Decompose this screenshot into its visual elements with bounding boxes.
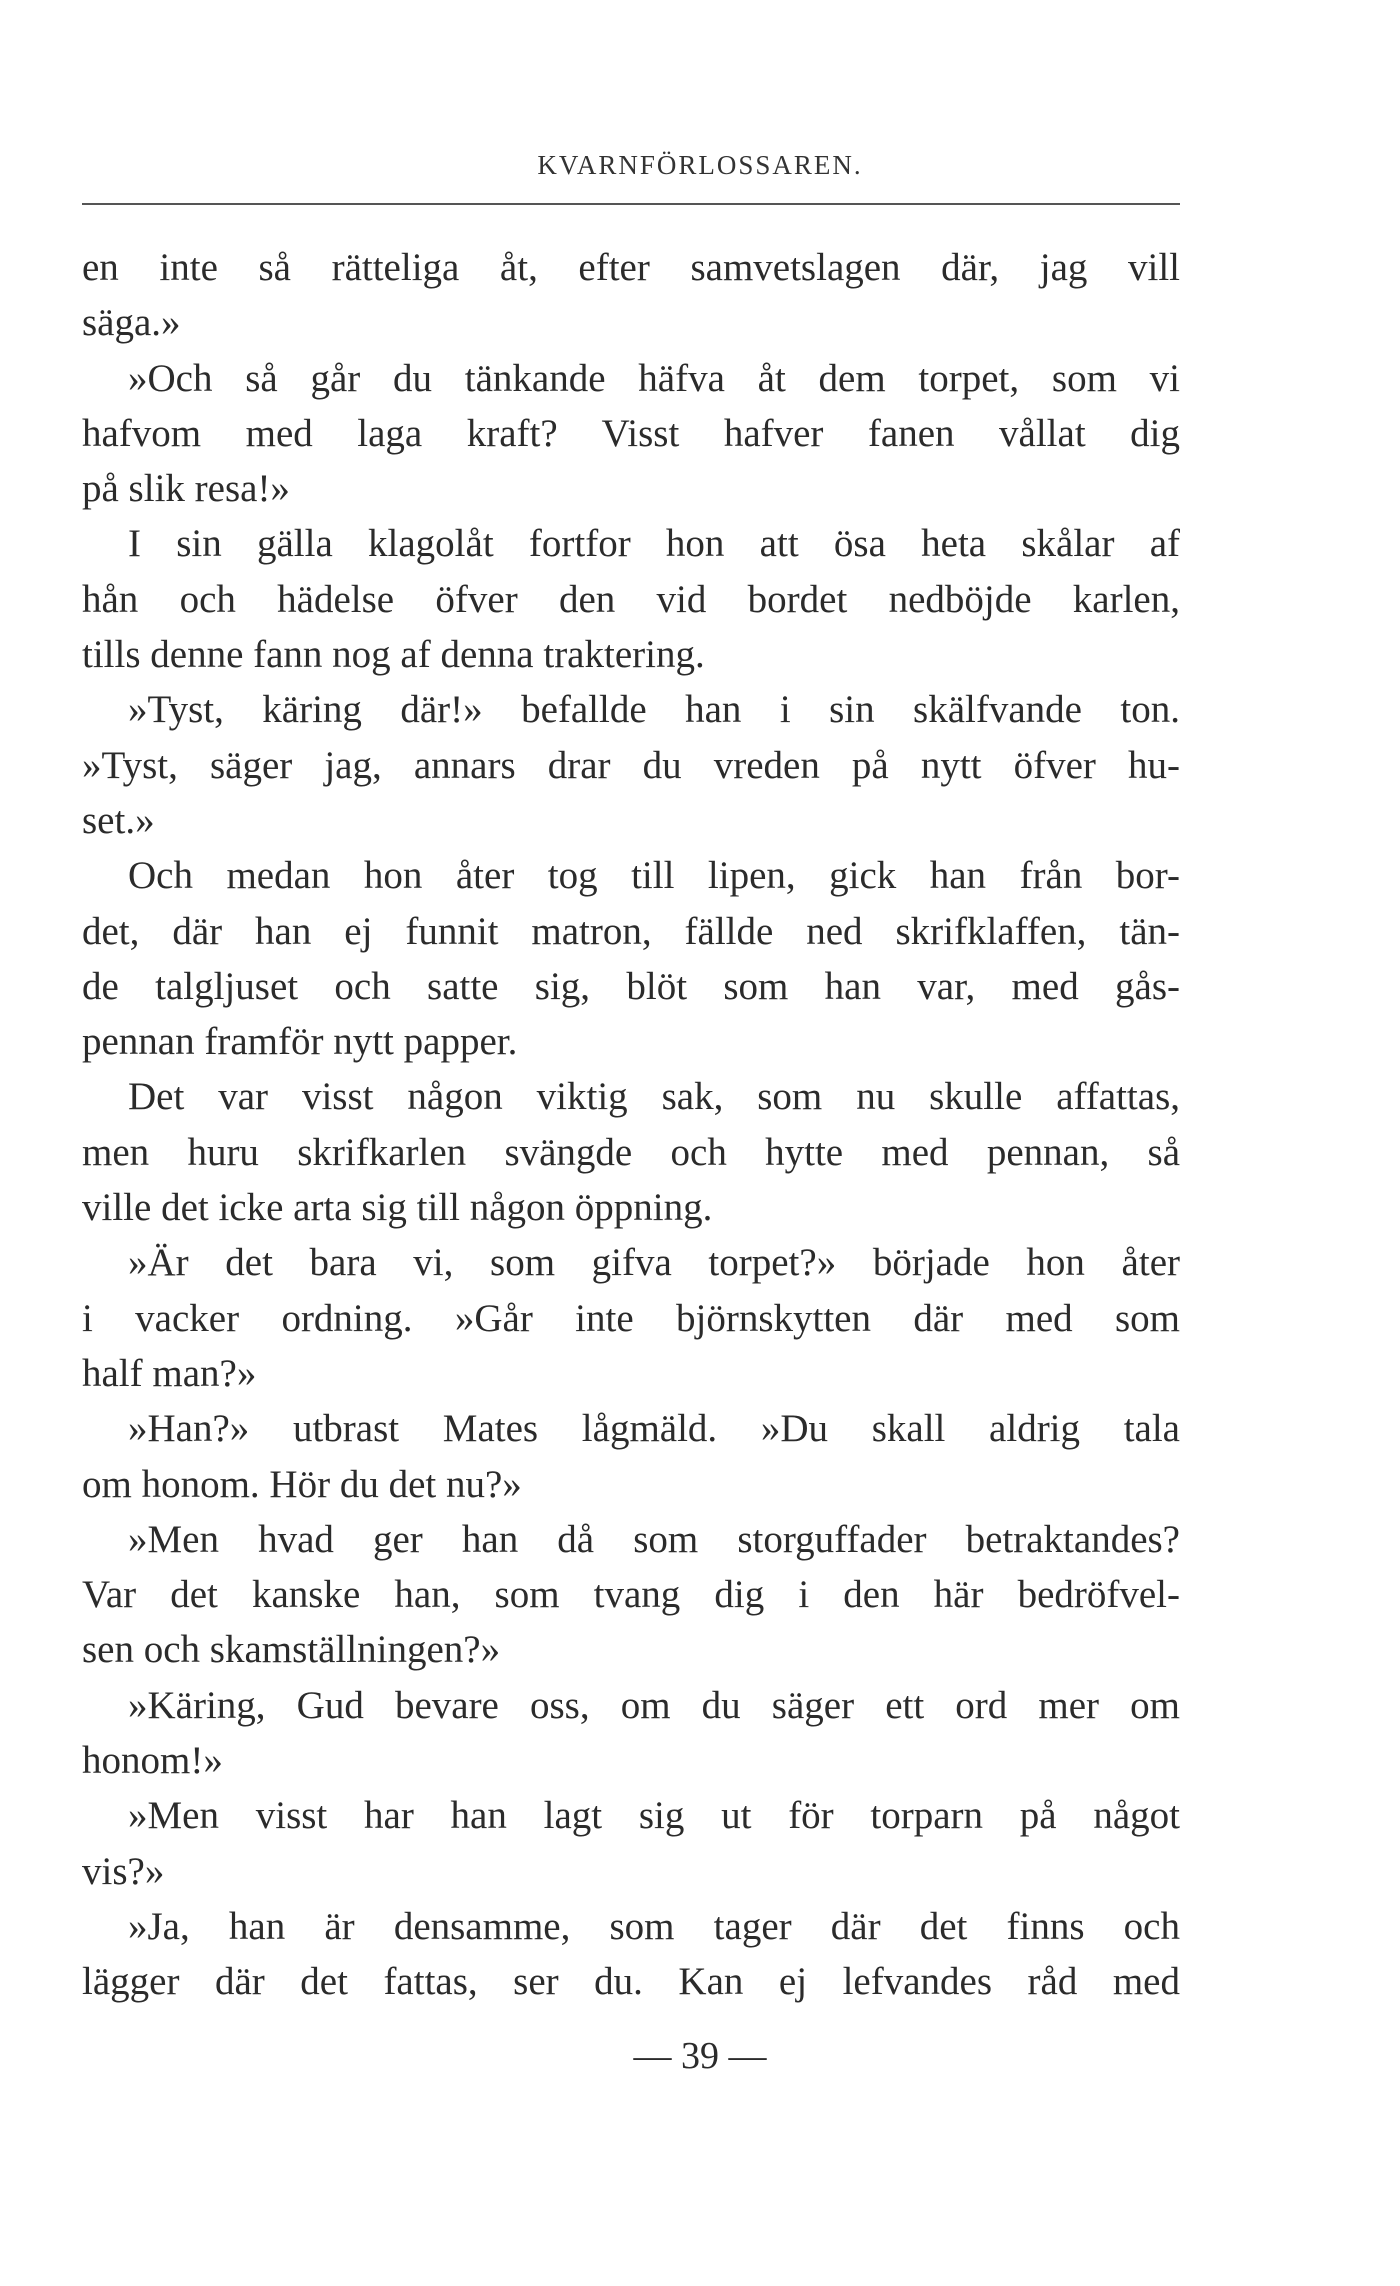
text-line: Och medan hon åter tog till lipen, gick han från bor- [128,854,1180,898]
text-line: I sin gälla klagolåt fortfor hon att ösa heta skålar af [128,522,1180,566]
text-line: honom!» [82,1739,223,1783]
text-line: Var det kanske han, som tvang dig i den här bedröfvel- [82,1573,1180,1617]
text-line: »Är det bara vi, som gifva torpet?» började hon åter [128,1241,1180,1285]
text-line: »Käring, Gud bevare oss, om du säger ett ord mer om [128,1683,1180,1727]
text-line: ville det icke arta sig till någon öppning. [82,1186,713,1230]
text-line: hafvom med laga kraft? Visst hafver fanen vållat dig [82,411,1180,455]
text-line: »Och så går du tänkande häfva åt dem torpet, som vi [128,356,1180,400]
text-line: »Han?» utbrast Mates lågmäld. »Du skall aldrig tala [128,1407,1180,1451]
text-line: »Men visst har han lagt sig ut för torparn på något [128,1794,1180,1838]
text-line: vis?» [82,1849,165,1893]
text-line: hån och hädelse öfver den vid bordet nedböjde karlen, [82,577,1180,621]
text-line: »Tyst, säger jag, annars drar du vreden på nytt öfver hu- [82,743,1180,787]
text-line: men huru skrifkarlen svängde och hytte med pennan, så [82,1130,1180,1174]
page-number: — 39 — [633,2035,767,2077]
text-line: en inte så rätteliga åt, efter samvetslagen där, jag vill [82,246,1180,289]
header-rule [82,203,1180,205]
text-line: i vacker ordning. »Går inte björnskytten där med som [82,1296,1180,1340]
text-line: de talgljuset och satte sig, blöt som han var, med gås- [82,964,1180,1008]
text-line: tills denne fann nog af denna traktering. [82,633,705,677]
text-line: lägger där det fattas, ser du. Kan ej lefvandes råd med [82,1960,1180,2004]
text-line: »Men hvad ger han då som storguffader betraktandes? [128,1517,1180,1561]
text-line: »Tyst, käring där!» befallde han i sin skälfvande ton. [128,688,1180,732]
text-line: om honom. Hör du det nu?» [82,1462,522,1506]
text-line: sen och skamställningen?» [82,1628,501,1672]
text-line: »Ja, han är densamme, som tager där det finns och [128,1904,1180,1948]
text-line: half man?» [82,1351,257,1395]
text-line: Det var visst någon viktig sak, som nu skulle affattas, [128,1075,1180,1119]
body-text [82,240,1180,2010]
running-head: KVARNFÖRLOSSAREN. [537,150,863,180]
text-line: på slik resa!» [82,467,290,511]
text-line: pennan framför nytt papper. [82,1020,518,1064]
text-line: det, där han ej funnit matron, fällde ned skrifklaffen, tän- [82,909,1180,953]
text-line: säga.» [82,301,181,345]
text-line: set.» [82,798,155,842]
